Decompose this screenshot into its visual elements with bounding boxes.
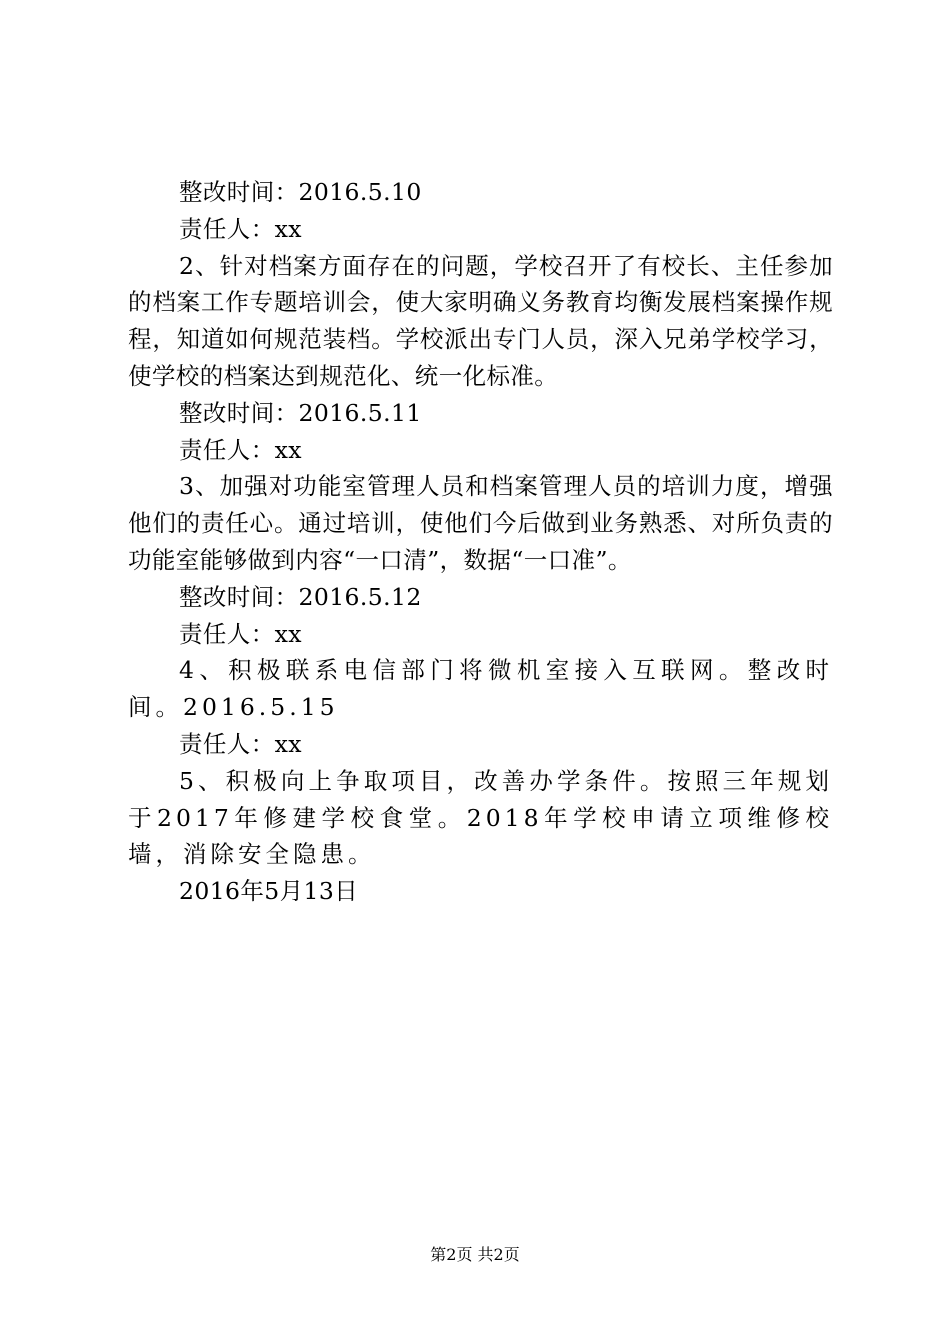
rectify-time-line: 整改时间：2016.5.12: [179, 582, 422, 611]
paragraph-item-3: 3、加强对功能室管理人员和档案管理人员的培训力度，增强他们的责任心。通过培训，使他们今后做到业务熟悉、对所负责的功能室能够做到内容“一口清”，数据“一口准”。: [128, 472, 833, 574]
paragraph-item-2: 2、针对档案方面存在的问题，学校召开了有校长、主任参加的档案工作专题培训会，使大家明确义务教育均衡发展档案操作规程，知道如何规范装档。学校派出专门人员，深入兄弟学校学习，使学校的档案达到规范化、统一化标准。: [128, 251, 833, 390]
page-footer: [0, 1244, 950, 1266]
paragraph-item-4: 4、积极联系电信部门将微机室接入互联网。整改时间。2016.5.15: [128, 656, 833, 722]
rectify-time-line: 整改时间：2016.5.11: [179, 398, 422, 427]
responsible-person-line: 责任人：xx: [179, 214, 302, 243]
page-number-label: 第2页 共2页: [430, 1245, 520, 1264]
responsible-person-line: 责任人：xx: [179, 729, 302, 758]
document-date: 2016年5月13日: [179, 877, 359, 906]
responsible-person-line: 责任人：xx: [179, 435, 302, 464]
responsible-person-line: 责任人：xx: [179, 619, 302, 648]
paragraph-item-5: 5、积极向上争取项目，改善办学条件。按照三年规划于2017年修建学校食堂。2018年学校申请立项维修校墙，消除安全隐患。: [128, 766, 833, 869]
rectify-time-line: 整改时间：2016.5.10: [179, 178, 422, 206]
document-body: [128, 174, 833, 910]
